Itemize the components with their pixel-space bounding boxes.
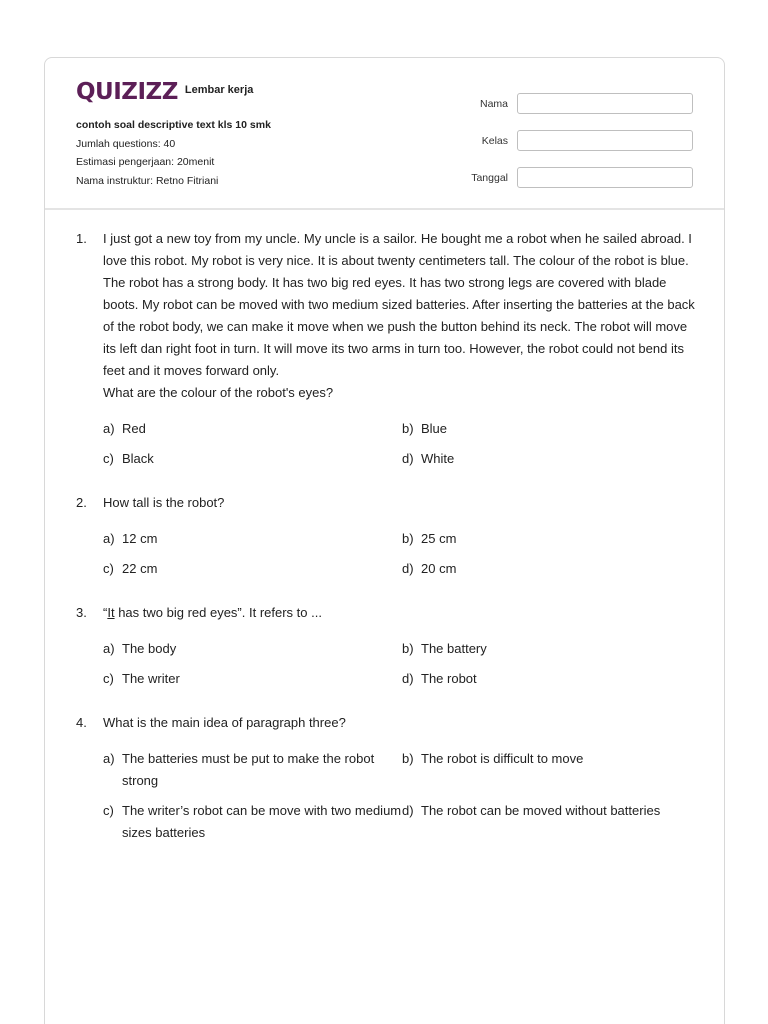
option-text: Blue bbox=[421, 421, 448, 436]
estimated-time: Estimasi pengerjaan: 20menit bbox=[76, 156, 215, 168]
option-letter: c) bbox=[103, 451, 114, 466]
name-label: Nama bbox=[479, 97, 508, 110]
question-item bbox=[76, 602, 696, 690]
worksheet-label: Lembar kerja bbox=[184, 83, 254, 96]
question-text bbox=[103, 228, 696, 404]
question-count: Jumlah questions: 40 bbox=[76, 137, 176, 150]
option-letter: b) bbox=[402, 531, 414, 546]
option-letter: c) bbox=[103, 561, 114, 576]
answer-option bbox=[402, 528, 702, 550]
date-label: Tanggal bbox=[471, 171, 508, 184]
answer-options bbox=[103, 418, 696, 470]
answer-option bbox=[103, 448, 402, 470]
name-field[interactable] bbox=[517, 93, 693, 114]
name-field-row bbox=[443, 85, 693, 122]
answer-option bbox=[103, 748, 402, 792]
option-letter: b) bbox=[402, 421, 414, 436]
question-item bbox=[76, 492, 696, 580]
option-text: The writer’s robot can be move with two medium sizes batteries bbox=[122, 803, 402, 840]
underlined-word: It bbox=[107, 605, 115, 620]
question-prompt: How tall is the robot? bbox=[103, 495, 225, 510]
question-list bbox=[76, 228, 696, 866]
option-letter: d) bbox=[402, 803, 414, 818]
option-letter: d) bbox=[402, 451, 414, 466]
option-letter: b) bbox=[402, 751, 414, 766]
answer-option bbox=[103, 528, 402, 550]
answer-option bbox=[402, 448, 702, 470]
option-text: The robot bbox=[421, 671, 477, 686]
option-text: The batteries must be put to make the robot strong bbox=[122, 751, 375, 788]
worksheet bbox=[44, 57, 725, 1024]
option-letter: a) bbox=[103, 531, 115, 546]
answer-option bbox=[103, 668, 402, 690]
answer-option bbox=[402, 638, 702, 660]
question-prompt: What are the colour of the robot's eyes? bbox=[103, 385, 334, 400]
option-text: Red bbox=[122, 421, 146, 436]
answer-option bbox=[402, 558, 702, 580]
option-letter: a) bbox=[103, 751, 115, 766]
class-field[interactable] bbox=[517, 130, 693, 151]
question-number: 2. bbox=[76, 495, 87, 510]
option-text: 25 cm bbox=[421, 531, 457, 546]
question-item bbox=[76, 712, 696, 844]
question-item bbox=[76, 228, 696, 470]
instructor-name: Nama instruktur: Retno Fitriani bbox=[76, 174, 219, 187]
answer-options bbox=[103, 528, 696, 580]
answer-option bbox=[402, 668, 702, 690]
option-text: The robot is difficult to move bbox=[421, 751, 584, 766]
option-text: The robot can be moved without batteries bbox=[421, 803, 661, 818]
option-text: The battery bbox=[421, 641, 487, 656]
option-text: The body bbox=[122, 641, 177, 656]
answer-options bbox=[103, 638, 696, 690]
answer-option bbox=[103, 558, 402, 580]
question-number: 3. bbox=[76, 605, 87, 620]
option-letter: b) bbox=[402, 641, 414, 656]
class-label: Kelas bbox=[481, 134, 508, 147]
class-field-row bbox=[443, 122, 693, 159]
question-number: 1. bbox=[76, 231, 87, 246]
worksheet-meta bbox=[76, 116, 271, 190]
option-text: 22 cm bbox=[122, 561, 158, 576]
answer-option bbox=[402, 418, 702, 440]
date-field-row bbox=[443, 159, 693, 196]
option-text: Black bbox=[122, 451, 154, 466]
answer-options bbox=[103, 748, 696, 844]
option-letter: d) bbox=[402, 671, 414, 686]
answer-option bbox=[402, 748, 702, 792]
question-prompt: What is the main idea of paragraph three? bbox=[103, 715, 346, 730]
option-letter: c) bbox=[103, 671, 114, 686]
option-letter: a) bbox=[103, 641, 115, 656]
quizizz-logo: QUIZIZZ bbox=[76, 79, 178, 105]
student-fields bbox=[443, 85, 693, 196]
question-number: 4. bbox=[76, 715, 87, 730]
option-letter: d) bbox=[402, 561, 414, 576]
option-text: 20 cm bbox=[421, 561, 457, 576]
worksheet-title: contoh soal descriptive text kls 10 smk bbox=[76, 119, 271, 131]
option-text: White bbox=[421, 451, 455, 466]
answer-option bbox=[402, 800, 702, 844]
option-letter: c) bbox=[103, 803, 114, 818]
question-rest: has two big red eyes”. It refers to ... bbox=[114, 605, 322, 620]
option-text: The writer bbox=[122, 671, 180, 686]
open-quote: “ bbox=[103, 605, 108, 620]
answer-option bbox=[103, 638, 402, 660]
brand bbox=[76, 80, 253, 104]
answer-option bbox=[103, 418, 402, 440]
option-text: 12 cm bbox=[122, 531, 158, 546]
answer-option bbox=[103, 800, 402, 844]
reading-passage: I just got a new toy from my uncle. My uncle is a sailor. He bought me a robot when he sailed abroad. I love this robot. My robot is very nice. It is about twenty centimeters tall. The colour of the robot is blue. The robot has a strong body. It has two big red eyes. It has two strong legs are covered with blade boots. My robot can be moved with two medium sized batteries. After inserting the batteries at the back of the robot body, we can make it move when we push the button behind its neck. The robot will move its left dan right foot in turn. It will move its two arms in turn too. However, the robot could not bend its feet and it moves forward only. bbox=[103, 231, 695, 378]
date-field[interactable] bbox=[517, 167, 693, 188]
question-prompt bbox=[103, 602, 696, 624]
option-letter: a) bbox=[103, 421, 115, 436]
worksheet-header bbox=[45, 58, 724, 210]
